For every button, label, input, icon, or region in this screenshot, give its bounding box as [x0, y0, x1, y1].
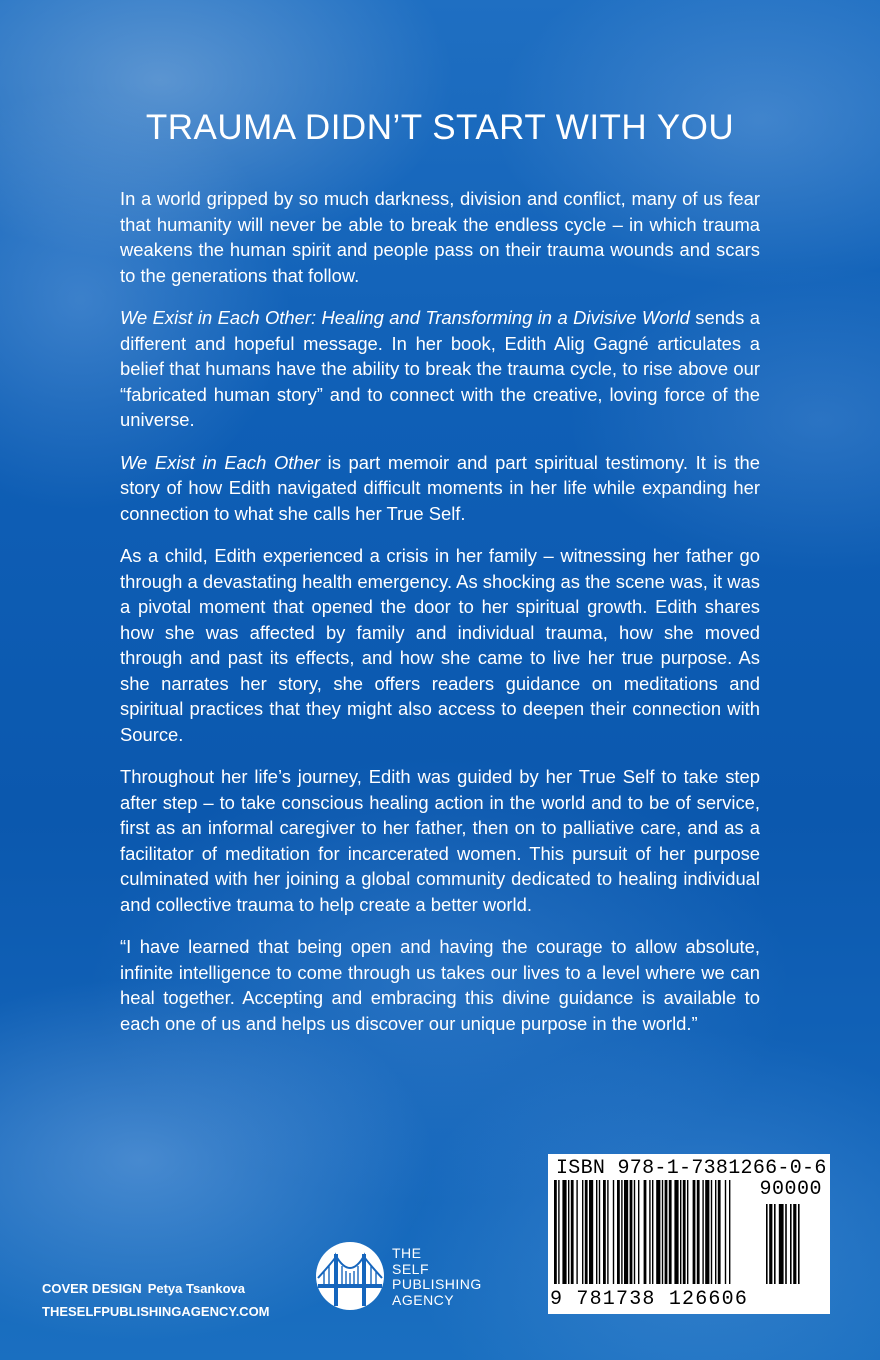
bridge-icon	[314, 1240, 386, 1312]
barcode-digits: 9 781738 126606	[550, 1288, 749, 1311]
publisher-website: THESELFPUBLISHINGAGENCY.COM	[42, 1304, 270, 1319]
back-cover-blurb	[120, 186, 760, 1053]
publisher-logo	[314, 1240, 504, 1320]
cover-design-line	[42, 1277, 270, 1300]
paragraph-2-text: sends a different and hopeful message. In her book, Edith Alig Gagné articulates a belief that humans have the ability to break the trauma cycle, to rise above our “fabricated human story” and to connect with the creative, loving force of the universe.	[120, 307, 760, 430]
paragraph-3	[120, 450, 760, 527]
designer-name: Petya Tsankova	[147, 1281, 245, 1296]
cover-credits	[42, 1277, 270, 1323]
cover-design-label: COVER DESIGN	[42, 1281, 142, 1296]
wordmark-line-1: THE	[392, 1245, 422, 1261]
book-title-short: We Exist in Each Other	[120, 451, 320, 473]
wordmark-line-3: PUBLISHING	[392, 1276, 482, 1292]
headline: TRAUMA DIDN’T START WITH YOU	[145, 108, 735, 147]
book-title: We Exist in Each Other: Healing and Transforming in a Divisive World	[120, 307, 690, 328]
quote-paragraph: “I have learned that being open and having the courage to allow absolute, infinite intelligence to come through us takes our lives to a level where we can heal together. Accepting and embracing this divine guidance is available to each one of us and helps us discover our unique purpose in the world.”	[120, 936, 760, 1034]
publisher-wordmark	[392, 1246, 482, 1308]
wordmark-line-2: SELF	[392, 1260, 430, 1277]
isbn-barcode	[548, 1154, 830, 1314]
price-code: 90000	[759, 1178, 822, 1201]
wordmark-line-4: AGENCY	[392, 1291, 455, 1308]
paragraph-4: As a child, Edith experienced a crisis in her family – witnessing her father go through a devastating health emergency. As shocking as the scene was, it was a pivotal moment that opened the door to her spiritual growth. Edith shares how she was affected by family and individual trauma, how she moved through and past its effects, and how she came to live her true purpose. As she narrates her story, she offers readers guidance on meditations and spiritual practices that they might also access to deepen their connection with Source.	[120, 545, 760, 745]
paragraph-3-text: is part memoir and part spiritual testimony. It is the story of how Edith navigated difficult moments in her life while expanding her connection to what she calls her True Self.	[120, 451, 761, 524]
isbn-label: ISBN 978-1-7381266-0-6	[556, 1157, 827, 1180]
paragraph-2	[120, 305, 760, 433]
paragraph-1: In a world gripped by so much darkness, division and conflict, many of us fear that humanity will never be able to break the endless cycle – in which trauma weakens the human spirit and people pass on their trauma wounds and scars to the generations that follow.	[120, 188, 760, 286]
paragraph-5: Throughout her life’s journey, Edith was guided by her True Self to take step after step – to take conscious healing action in the world and to be of service, first as an informal caregiver to her father, then on to palliative care, and as a facilitator of meditation for incarcerated women. This pursuit of her purpose culminated with her joining a global community dedicated to healing individual and collective trauma to help create a better world.	[120, 766, 760, 915]
